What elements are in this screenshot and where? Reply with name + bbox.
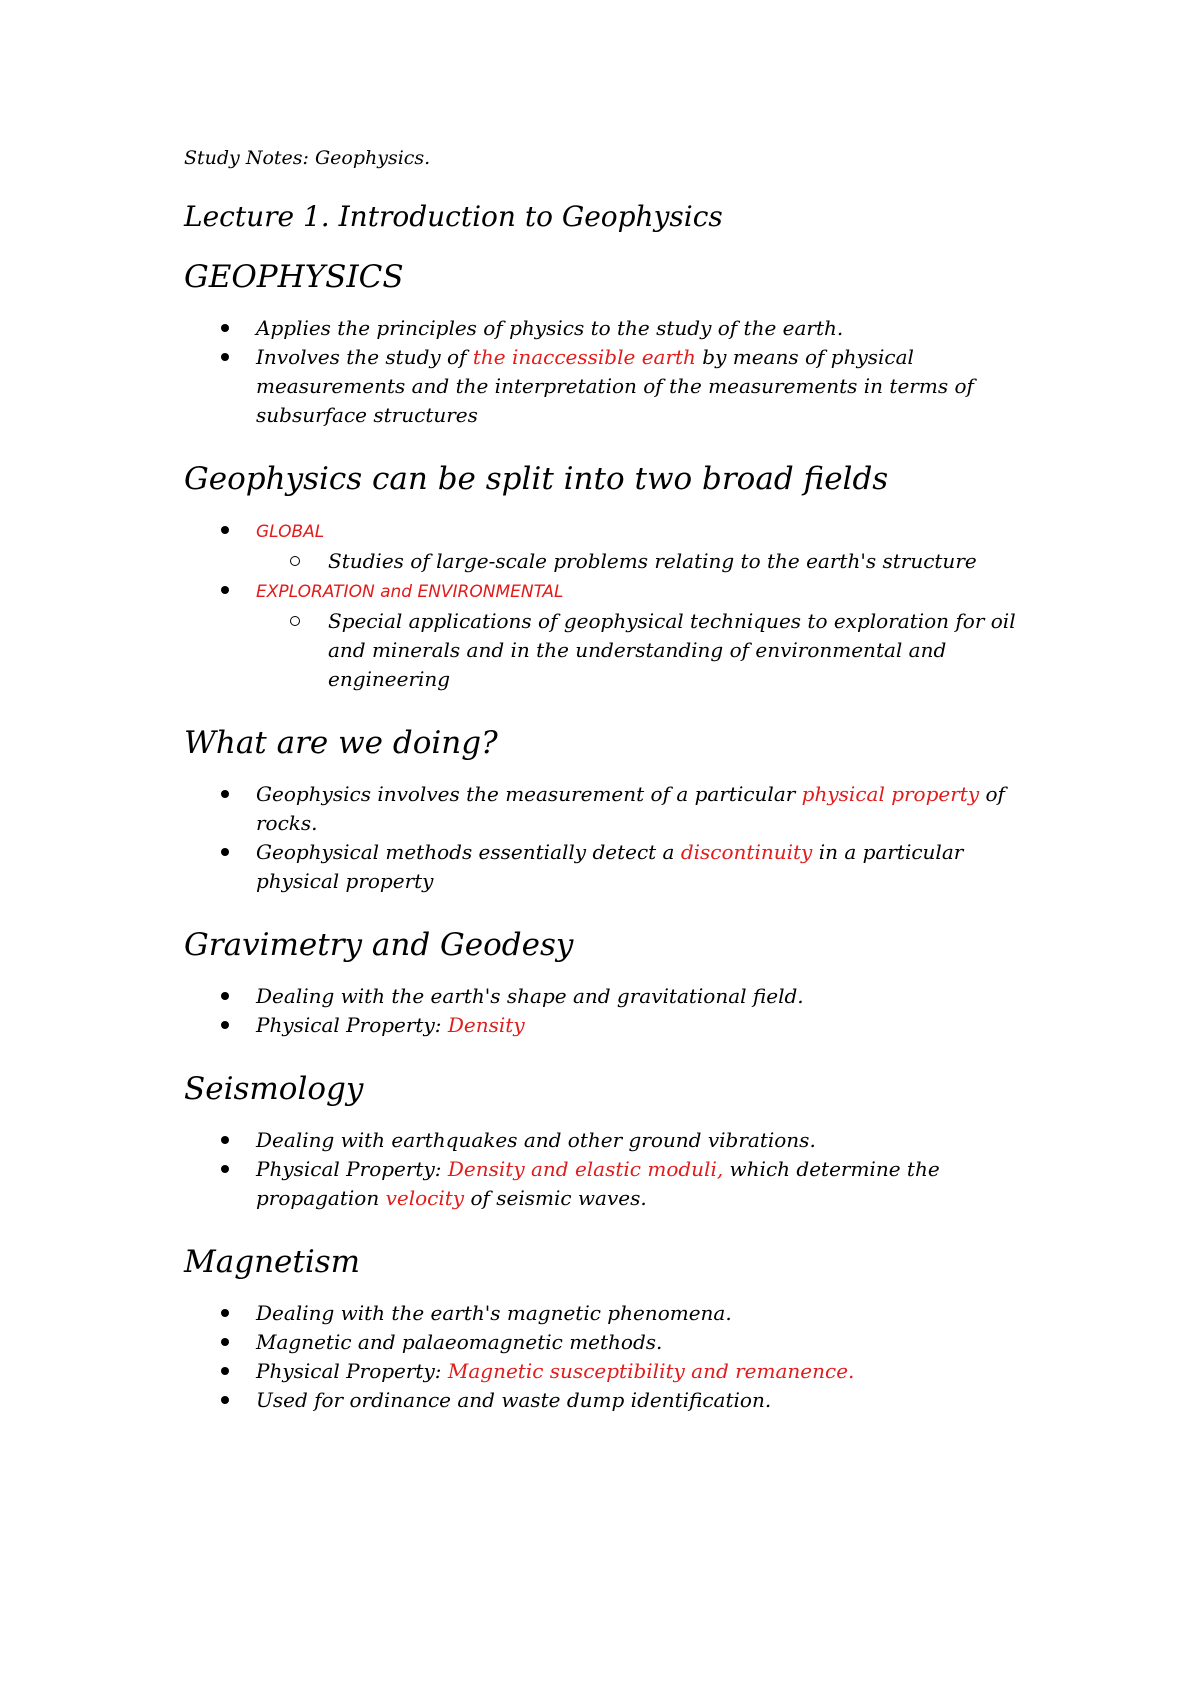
sub-list xyxy=(184,607,1044,694)
list-item-text: in a particular physical property xyxy=(256,840,964,893)
circle-bullet-icon xyxy=(290,616,300,626)
document-body xyxy=(184,146,1044,1445)
highlight-text: Density and elastic moduli, xyxy=(447,1157,724,1181)
highlight-text: the inaccessible earth xyxy=(472,345,696,369)
list-item-text: which determine the propagation xyxy=(256,1157,940,1210)
highlight-text: Density xyxy=(447,1013,525,1037)
list-item-text: Physical Property: xyxy=(256,1359,448,1383)
section-heading-doing: What are we doing? xyxy=(184,725,498,761)
gravimetry-list xyxy=(184,982,1044,1040)
bullet-icon xyxy=(221,586,229,594)
bullet-icon xyxy=(221,1136,229,1144)
section-heading-seismology: Seismology xyxy=(184,1071,364,1107)
bullet-icon xyxy=(221,1309,229,1317)
list-item-text: Dealing with the earth's shape and gravitational field. xyxy=(256,984,804,1008)
list-item xyxy=(184,1386,1044,1415)
list-item xyxy=(184,1126,1044,1155)
list-item-text: Physical Property: xyxy=(256,1013,448,1037)
list-item xyxy=(184,1299,1044,1328)
sub-list-item-text: Special applications of geophysical techniques to exploration for oil and minerals and in the understanding of environmental and engineering xyxy=(328,609,1016,691)
sub-list-item-text: Studies of large-scale problems relating to the earth's structure xyxy=(328,549,977,573)
bullet-icon xyxy=(221,790,229,798)
list-item-text: Geophysical methods essentially detect a xyxy=(256,840,681,864)
list-item-text: Physical Property: xyxy=(256,1157,448,1181)
list-item-text: Used for ordinance and waste dump identification. xyxy=(256,1388,772,1412)
list-item-text: Dealing with earthquakes and other ground vibrations. xyxy=(256,1128,816,1152)
highlight-text: discontinuity xyxy=(680,840,813,864)
bullet-icon xyxy=(221,1396,229,1404)
seismology-list xyxy=(184,1126,1044,1213)
section-heading-fields: Geophysics can be split into two broad fields xyxy=(184,461,889,497)
document-title: Study Notes: Geophysics. xyxy=(184,147,431,169)
highlight-text: velocity xyxy=(385,1186,465,1210)
list-item xyxy=(184,516,1044,576)
bullet-icon xyxy=(221,1165,229,1173)
list-item xyxy=(184,576,1044,694)
sub-list xyxy=(184,547,1044,576)
bullet-icon xyxy=(221,1367,229,1375)
fields-list xyxy=(184,516,1044,694)
list-item-text: of seismic waves. xyxy=(464,1186,647,1210)
list-item xyxy=(184,780,1044,838)
list-item-text: of rocks. xyxy=(256,782,1005,835)
bullet-icon xyxy=(221,353,229,361)
list-item xyxy=(184,314,1044,343)
list-item xyxy=(184,1155,1044,1213)
list-item xyxy=(184,982,1044,1011)
list-item xyxy=(184,1011,1044,1040)
lecture-title: Lecture 1. Introduction to Geophysics xyxy=(184,200,723,233)
field-label-exploration: EXPLORATION and ENVIRONMENTAL xyxy=(256,582,564,602)
bullet-icon xyxy=(221,1338,229,1346)
bullet-icon xyxy=(221,992,229,1000)
section-heading-gravimetry: Gravimetry and Geodesy xyxy=(184,927,574,963)
bullet-icon xyxy=(221,1021,229,1029)
list-item xyxy=(184,343,1044,430)
list-item-text: Applies the principles of physics to the study of the earth. xyxy=(256,316,844,340)
doing-list xyxy=(184,780,1044,896)
list-item xyxy=(184,1328,1044,1357)
list-item-text: Involves the study of xyxy=(256,345,473,369)
list-item-text: Geophysics involves the measurement of a particular xyxy=(256,782,802,806)
section-heading-magnetism: Magnetism xyxy=(184,1244,361,1280)
bullet-icon xyxy=(221,848,229,856)
bullet-icon xyxy=(221,526,229,534)
list-item-text: Magnetic and palaeomagnetic methods. xyxy=(256,1330,663,1354)
highlight-text: physical property xyxy=(801,782,980,806)
field-label-global: GLOBAL xyxy=(256,522,325,542)
list-item xyxy=(184,838,1044,896)
circle-bullet-icon xyxy=(290,556,300,566)
section-heading-geophysics: GEOPHYSICS xyxy=(184,259,404,295)
highlight-text: Magnetic susceptibility and remanence. xyxy=(447,1359,855,1383)
bullet-icon xyxy=(221,324,229,332)
list-item-text: Dealing with the earth's magnetic phenomena. xyxy=(256,1301,732,1325)
geophysics-list xyxy=(184,314,1044,430)
sub-list-item xyxy=(184,607,1044,694)
list-item xyxy=(184,1357,1044,1386)
sub-list-item xyxy=(184,547,1044,576)
list-item-text: by means of physical measurements and the interpretation of the measurements in terms of subsurface structures xyxy=(256,345,974,427)
magnetism-list xyxy=(184,1299,1044,1415)
